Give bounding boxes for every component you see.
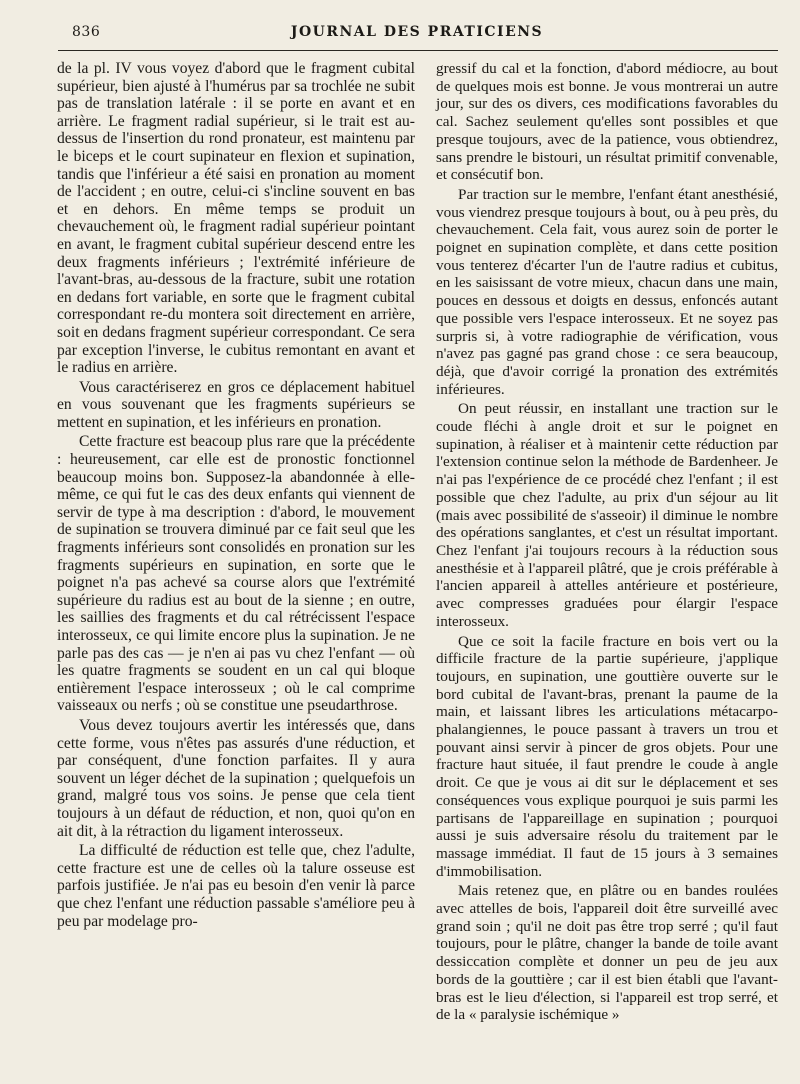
running-title: JOURNAL DES PRATICIENS bbox=[290, 24, 544, 40]
paragraph: La difficulté de réduction est telle que, chez l'adulte, cette fracture est une de celles où la talure osseuse est parfois justifiée. Je n'ai pas eu besoin d'en venir là parce que chez l'enfant une réduction passable s'améliore peu à peu par modelage pro- bbox=[57, 842, 415, 930]
right-column bbox=[436, 60, 778, 1026]
left-column bbox=[57, 60, 415, 932]
paragraph: Par traction sur le membre, l'enfant étant anesthésié, vous viendrez presque toujours à bout, ou à peu près, du chevauchement. Cela fait, vous aurez soin de porter le poignet en supination complète, et dans cette position vous tenterez d'écarter l'un de l'autre radius et cubitus, en les saisissant de votre mieux, chacun dans une main, pouces en dessous et doigts en dessus, enfoncés autant que possible vers l'espace interosseux. Et ne soyez pas surpris si, à votre radiographie de vérification, vous n'avez pas gagné pas grand chose : ce sera beaucoup, déjà, que d'avoir corrigé la pronation des extrémités inférieures. bbox=[436, 185, 778, 398]
paragraph: Mais retenez que, en plâtre ou en bandes roulées avec attelles de bois, l'appareil doit être surveillé avec grand soin ; qu'il ne doit pas être trop serré ; qu'il faut toujours, pour le plâtre, changer la bande de toile avant dessiccation complète et donner un peu de jeu aux bords de la gouttière ; car il est bien établi que l'avant-bras est le lieu d'élection, si l'appareil est trop serré, et de la « paralysie ischémique » bbox=[436, 882, 778, 1024]
paragraph: On peut réussir, en installant une traction sur le coude fléchi à angle droit et sur le poignet en supination, à réaliser et à maintenir cette réduction par l'extension continue selon la méthode de Bardenheer. Je n'ai pas l'expérience de ce procédé chez l'enfant ; il est possible que chez l'adulte, au prix d'un séjour au lit (mais avec possibilité de s'asseoir) il diminue le nombre des opérations sanglantes, et c'est un résultat important. Chez l'enfant j'ai toujours recours à la réduction sous anesthésie et à l'appareil plâtré, que je crois préférable à l'ancien appareil à attelles antérieure et postérieure, avec compresses graduées pour élargir l'espace interosseux. bbox=[436, 400, 778, 630]
paragraph: de la pl. IV vous voyez d'abord que le fragment cubital supérieur, bien ajusté à l'humérus par sa trochlée ne subit pas de translation latérale : il se porte en avant et en arrière. Le fragment radial supérieur, si le trait est au-dessus de l'insertion du rond pronateur, est maintenu par le biceps et le court supinateur en flexion et supination, tandis que l'inférieur a été saisi en pronation au moment de l'accident ; en outre, celui-ci s'incline souvent en bas et en dehors. En même temps se produit un chevauchement où, le fragment radial supérieur pointant en avant, le fragment cubital supérieur descend entre les deux fragments inférieurs ; l'extrémité inférieure de l'avant-bras, au-dessous de la fracture, subit une rotation en dedans fort variable, en sorte que le fragment cubital correspondant re-du montera soit directement en arrière, soit en dedans fragment supérieur correspondant. Ce sera par exception l'inverse, le cubitus remontant en avant et le radius en arrière. bbox=[57, 60, 415, 377]
paragraph: gressif du cal et la fonction, d'abord médiocre, au bout de quelques mois est bonne. Je vous montrerai un autre jour, sur des os divers, ces modifications favorables du cal. Sachez seulement qu'elles sont possibles et que presque toujours, avec de la patience, vous obtiendrez, sans prendre le bistouri, un résultat primitif convenable, et consécutif bon. bbox=[436, 60, 778, 184]
paragraph: Que ce soit la facile fracture en bois vert ou la difficile fracture de la partie supérieure, j'applique toujours, en supination, une gouttière ouverte sur le bord cubital de l'avant-bras, prenant la paume de la main, et laissant libres les articulations métacarpo-phalangiennes, le pouce passant à travers un trou et pouvant ainsi servir à pincer de gros objets. Pour une fracture haut située, il faut prendre le coude à angle droit. Ce que je vous ai dit sur le déplacement et ses conséquences vous explique pourquoi je suis parmi les partisans de l'appareillage en supination ; pourquoi aussi je suis adversaire résolu du traitement par le massage immédiat. Il faut de 15 jours à 3 semaines d'immobilisation. bbox=[436, 632, 778, 880]
paragraph: Vous caractériserez en gros ce déplacement habituel en vous souvenant que les fragments supérieurs se mettent en supination, et les inférieurs en pronation. bbox=[57, 378, 415, 431]
paragraph: Vous devez toujours avertir les intéressés que, dans cette forme, vous n'êtes pas assurés d'une réduction, et par conséquent, d'une fonction parfaites. Il y aura souvent un léger déchet de la supination ; quelquefois un grand, malgré tous vos soins. Je pense que cela tient toujours à un défaut de réduction, et non, quoi qu'on en ait dit, à la rétraction du ligament interosseux. bbox=[57, 716, 415, 840]
header-rule bbox=[58, 50, 778, 51]
page-number: 836 bbox=[72, 24, 101, 40]
page-header bbox=[58, 22, 776, 48]
paragraph: Cette fracture est beacoup plus rare que la précédente : heureusement, car elle est de pronostic fonctionnel beaucoup moins bon. Supposez-la abandonnée à elle-même, ce qui fut le cas des deux enfants qui viennent de servir de type à ma description : d'abord, le mouvement de supination se trouvera diminué par ce fait seul que les fragments inférieurs sont consolidés en pronation sur les fragments supérieurs en supination, en sorte que le poignet n'a pas achevé sa course alors que l'extrémité supérieure du radius est au bout de la sienne ; en outre, les saillies des fragments et du cal rétrécissent l'espace interosseux, ce qui limite encore plus la supination. Je ne parle pas des cas — je n'en ai pas vu chez l'enfant — où les quatre fragments se soudent en un cal qui bloque entièrement l'espace interosseux ; où le cal comprime vaisseaux ou nerfs ; où se constitue une pseudarthrose. bbox=[57, 433, 415, 715]
